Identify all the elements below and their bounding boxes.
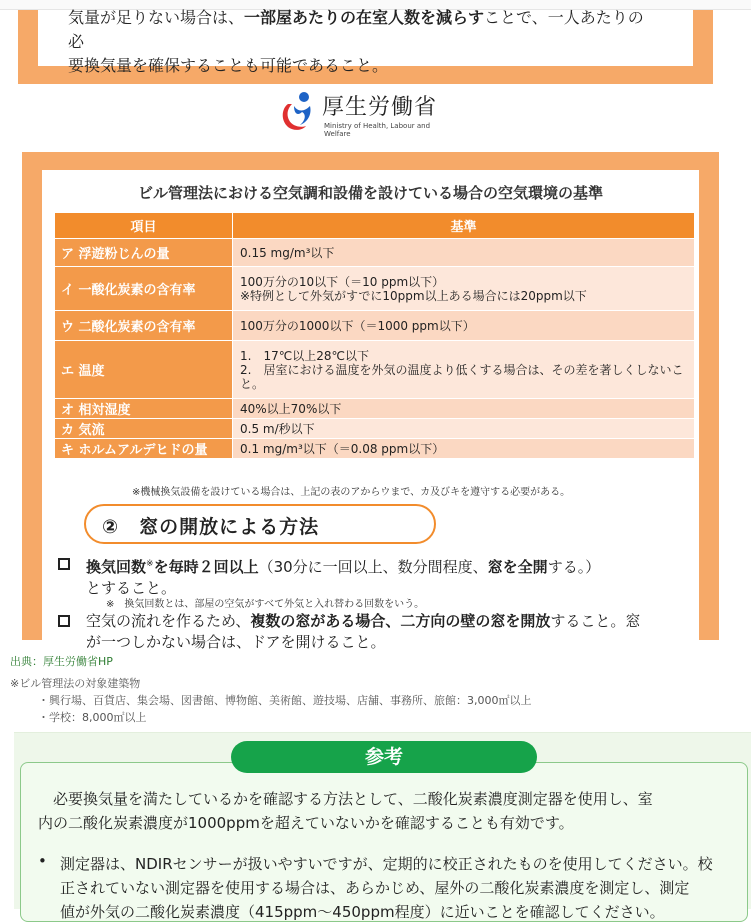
reference-text-line: 正されていない測定器を使用する場合は、あらかじめ、屋外の二酸化炭素濃度を測定し、測定 — [60, 879, 690, 897]
table-row — [55, 439, 695, 459]
item-cell: キ ホルムアルデヒドの量 — [55, 439, 233, 459]
text-segment: （30分に一回以上、数分間程度、 — [258, 558, 488, 576]
table-row — [55, 419, 695, 439]
header-criteria: 基準 — [233, 213, 695, 239]
table-row — [55, 399, 695, 419]
text-segment: が一つしかない場合は、ドアを開けること。 — [86, 633, 386, 651]
item-cell: カ 気流 — [55, 419, 233, 439]
table-row — [55, 311, 695, 341]
standards-table — [54, 212, 695, 459]
criteria-cell — [233, 267, 695, 311]
criteria-cell — [233, 419, 695, 439]
source-credit: 出典：厚生労働省HP — [10, 655, 113, 668]
footnote-mark: ※ — [146, 559, 154, 569]
bold-segment: 一部屋あたりの在室人数を減らす — [244, 8, 485, 27]
criteria-cell — [233, 239, 695, 267]
bold-segment: を毎時２回以上 — [153, 558, 259, 576]
criteria-line: 40%以上70%以下 — [240, 401, 342, 416]
header-item: 項目 — [55, 213, 233, 239]
square-bullet-icon — [58, 615, 70, 627]
criteria-line: 1. 17℃以上28℃以下 — [240, 348, 369, 363]
bullet-footnote: ※ 換気回数とは、部屋の空気がすべて外気と入れ替わる回数をいう。 — [106, 599, 425, 610]
method-title: ② 窓の開放による方法 — [102, 516, 320, 538]
table-note: ※機械換気設備を設けている場合は、上記の表のアからウまで、カ及びキを遵守する必要がある。 — [132, 487, 571, 498]
item-cell: イ 一酸化炭素の含有率 — [55, 267, 233, 311]
criteria-cell — [233, 439, 695, 459]
bold-segment: 複数の窓がある場合、二方向の壁の窓を開放 — [250, 612, 551, 630]
bullet-text — [86, 611, 696, 653]
text-segment: 空気の流れを作るため、 — [86, 612, 251, 630]
logo-text-en: Ministry of Health, Labour and Welfare — [324, 122, 431, 138]
table-title: ビル管理法における空気調和設備を設けている場合の空気環境の基準 — [137, 184, 603, 202]
bullet-item — [58, 611, 688, 653]
item-cell: オ 相対湿度 — [55, 399, 233, 419]
item-cell: ア 浮遊粉じんの量 — [55, 239, 233, 267]
method-heading — [84, 504, 436, 544]
prev-section-text — [68, 6, 658, 78]
footnote-title: ※ビル管理法の対象建築物 — [10, 677, 141, 690]
footnote-item: ・興行場、百貨店、集会場、図書館、博物館、美術館、遊技場、店舗、事務所、旅館：3,000㎡以上 — [38, 694, 532, 707]
footnote-item: ・学校：8,000㎡以上 — [38, 711, 147, 724]
reference-text-line: 内の二酸化炭素濃度が1000ppmを超えていないかを確認することも有効です。 — [38, 814, 574, 832]
bold-segment: 窓を全開 — [487, 558, 548, 576]
table-header-row — [55, 213, 695, 239]
criteria-line: 0.5 m/秒以下 — [240, 421, 315, 436]
text-segment: すること。窓 — [550, 612, 641, 630]
text-segment: する。） — [547, 558, 601, 576]
reference-label: 参考 — [231, 741, 537, 773]
criteria-line: 0.15 mg/m³以下 — [240, 245, 335, 260]
square-bullet-icon — [58, 558, 70, 570]
criteria-cell — [233, 311, 695, 341]
criteria-cell — [233, 399, 695, 419]
criteria-line: 100万分の10以下（＝10 ppm以下） — [240, 274, 445, 289]
item-cell: ウ 二酸化炭素の含有率 — [55, 311, 233, 341]
text-segment: ことで、一人あたりの必 — [68, 8, 644, 51]
standards-frame — [22, 152, 719, 651]
logo-text-jp: 厚生労働省 — [322, 95, 438, 120]
text-segment: とすること。 — [86, 579, 177, 597]
standards-body — [42, 170, 699, 651]
bullet-item — [58, 554, 688, 596]
text-segment: 要換気量を確保することも可能であること。 — [68, 56, 389, 75]
bold-segment: 換気回数 — [86, 558, 147, 576]
criteria-line: 100万分の1000以下（＝1000 ppm以下） — [240, 318, 475, 333]
mhlw-emblem-icon — [278, 90, 318, 132]
item-cell: エ 温度 — [55, 341, 233, 399]
table-row — [55, 239, 695, 267]
table-row — [55, 341, 695, 399]
reference-text-line: 値が外気の二酸化炭素濃度（415ppm～450ppm程度）に近いことを確認してください。 — [60, 903, 665, 921]
mhlw-logo — [278, 88, 448, 138]
criteria-line: 2. 居室における温度を外気の温度より低くする場合は、その差を著しくしないこと。 — [240, 362, 684, 391]
criteria-cell — [233, 341, 695, 399]
bullet-text — [86, 554, 696, 599]
reference-text-line: 測定器は、NDIRセンサーが扱いやすいですが、定期的に校正されたものを使用してください。校 — [60, 855, 713, 873]
criteria-line: 0.1 mg/m³以下（＝0.08 ppm以下） — [240, 441, 445, 456]
bullet-dot-icon: • — [38, 852, 47, 870]
text-segment: 気量が足りない場合は、 — [68, 8, 245, 27]
criteria-line: ※特例として外気がすでに10ppm以上ある場合には20ppm以下 — [240, 288, 587, 303]
table-row — [55, 267, 695, 311]
reference-text-line: 必要換気量を満たしているかを確認する方法として、二酸化炭素濃度測定器を使用し、室 — [38, 790, 653, 808]
